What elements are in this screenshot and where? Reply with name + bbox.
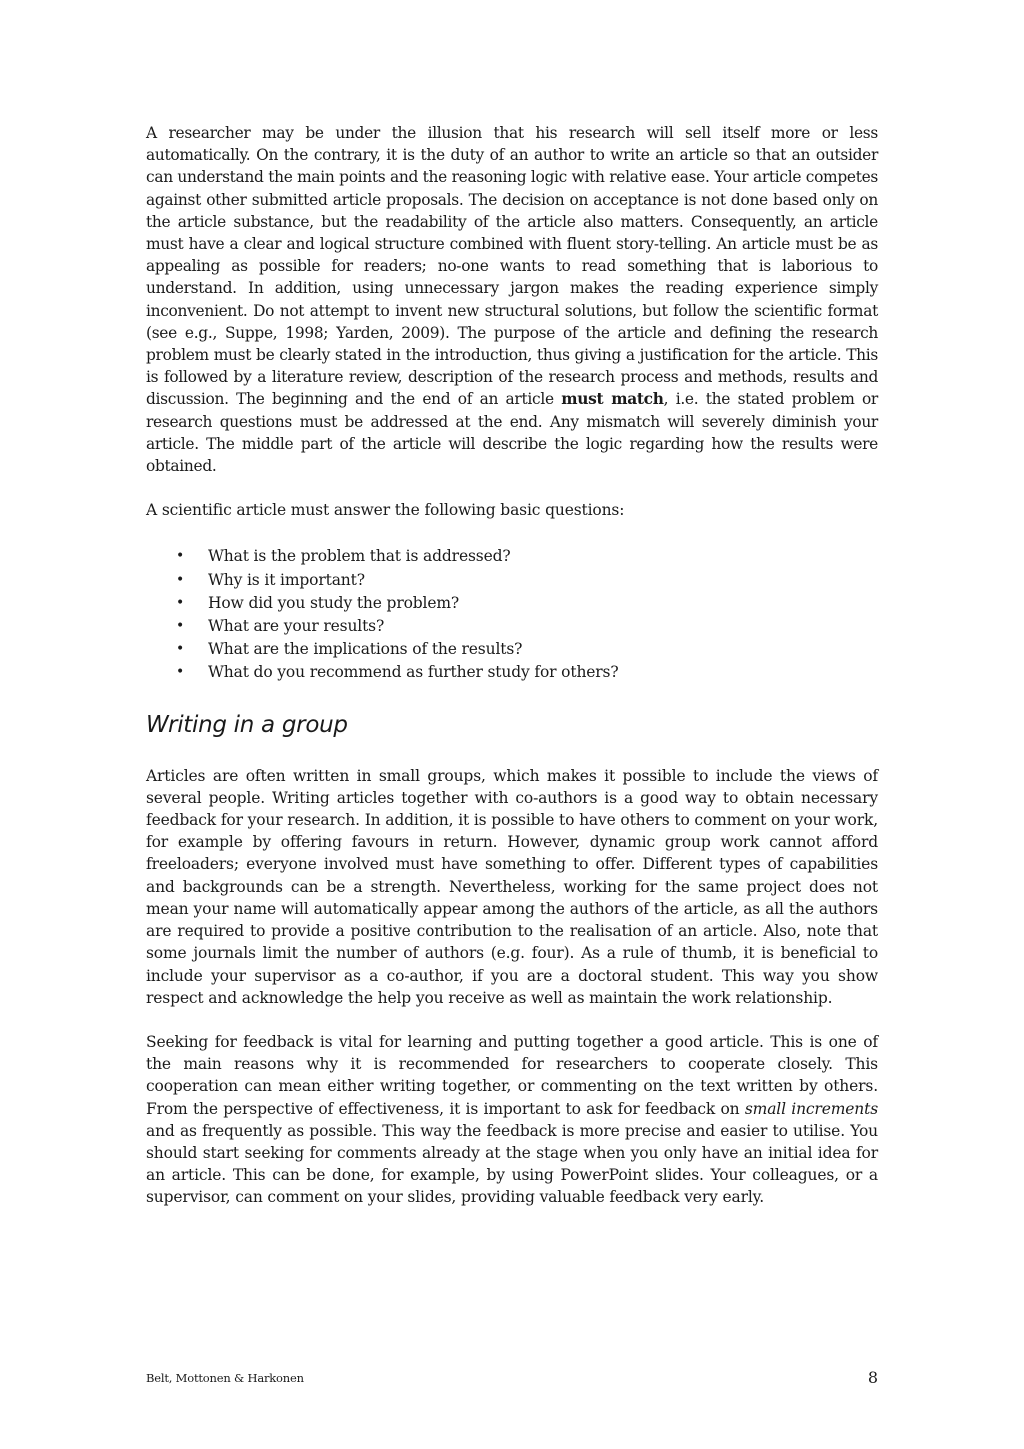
question-item [146, 638, 878, 661]
paragraph-article-structure [146, 122, 878, 477]
paragraph-group-writing: Articles are often written in small groups, which makes it possible to include the views of several people. Writing articles together with co-authors is a good way to obtain necessary feedback for your research. In addition, it is possible to have others to comment on your work, for example by offering favours in return. However, dynamic group work cannot afford freeloaders; everyone involved must have something to offer. Different types of capabilities and backgrounds can be a strength. Nevertheless, working for the same project does not mean your name will automatically appear among the authors of the article, as all the authors are required to provide a positive contribution to the realisation of an article. Also, note that some journals limit the number of authors (e.g. four). As a rule of thumb, it is beneficial to include your supervisor as a co-author, if you are a doctoral student. This way you show respect and acknowledge the help you receive as well as maintain the work relationship. [146, 766, 878, 1007]
section-heading: Writing in a group [146, 711, 348, 738]
question-item [146, 592, 878, 615]
bullet-icon: • [176, 571, 185, 588]
paragraph-text: and as frequently as possible. This way the feedback is more precise and easier to utilise. You should start seeking for comments already at the stage when you only have an initial idea for an article. This can be done, for example, by using PowerPoint slides. Your colleagues, or a supervisor, can comment on your slides, providing valuable feedback very early. [146, 1121, 878, 1207]
question-text: What are the implications of the results? [208, 640, 523, 659]
emphasis-italic: small increments [744, 1099, 879, 1118]
bullet-icon: • [176, 641, 185, 658]
question-text: How did you study the problem? [208, 593, 460, 612]
paragraph-text: A researcher may be under the illusion that his research will sell itself more or less automatically. On the contrary, it is the duty of an author to write an article so that an outsider can understand the main points and the reasoning logic with relative ease. Your article competes against other submitted article proposals. The decision on acceptance is not done based only on the article substance, but the readability of the article also matters. Consequently, an article must have a clear and logical structure combined with fluent story-telling. An article must be as appealing as possible for readers; no-one wants to read something that is laborious to understand. In addition, using unnecessary jargon makes the reading experience simply inconvenient. Do not attempt to invent new structural solutions, but follow the scientific format (see e.g., Suppe, 1998; Yarden, 2009). The purpose of the article and defining the research problem must be clearly stated in the introduction, thus giving a justification for the article. This is followed by a literature review, description of the research process and methods, results and discussion. The beginning and the end of an article [146, 124, 878, 409]
question-text: Why is it important? [208, 570, 365, 589]
bullet-icon: • [176, 548, 185, 565]
question-item [146, 545, 878, 568]
question-text: What do you recommend as further study for others? [208, 663, 619, 682]
question-item [146, 615, 878, 638]
page-number: 8 [867, 1368, 878, 1387]
page-body [146, 122, 878, 1209]
question-item [146, 569, 878, 592]
question-text: What is the problem that is addressed? [208, 547, 511, 566]
question-list [146, 545, 878, 684]
bullet-icon: • [176, 664, 185, 681]
bullet-icon: • [176, 594, 185, 611]
question-item [146, 661, 878, 684]
footer-authors: Belt, Mottonen & Harkonen [146, 1371, 304, 1385]
question-text: What are your results? [208, 617, 385, 636]
paragraph-text: Seeking for feedback is vital for learning and putting together a good article. This is one of the main reasons why it is recommended for researchers to cooperate closely. This cooperation can mean either writing together, or commenting on the text written by others. From the perspective of effectiveness, it is important to ask for feedback on [146, 1032, 878, 1118]
bullet-icon: • [176, 618, 185, 635]
questions-intro: A scientific article must answer the following basic questions: [146, 501, 625, 520]
emphasis-bold: must match [561, 390, 664, 409]
paragraph-text: , i.e. the stated problem or research questions must be addressed at the end. Any mismatch will severely diminish your article. The middle part of the article will describe the logic regarding how the results were obtained. [146, 390, 878, 476]
paragraph-feedback [146, 1031, 878, 1209]
